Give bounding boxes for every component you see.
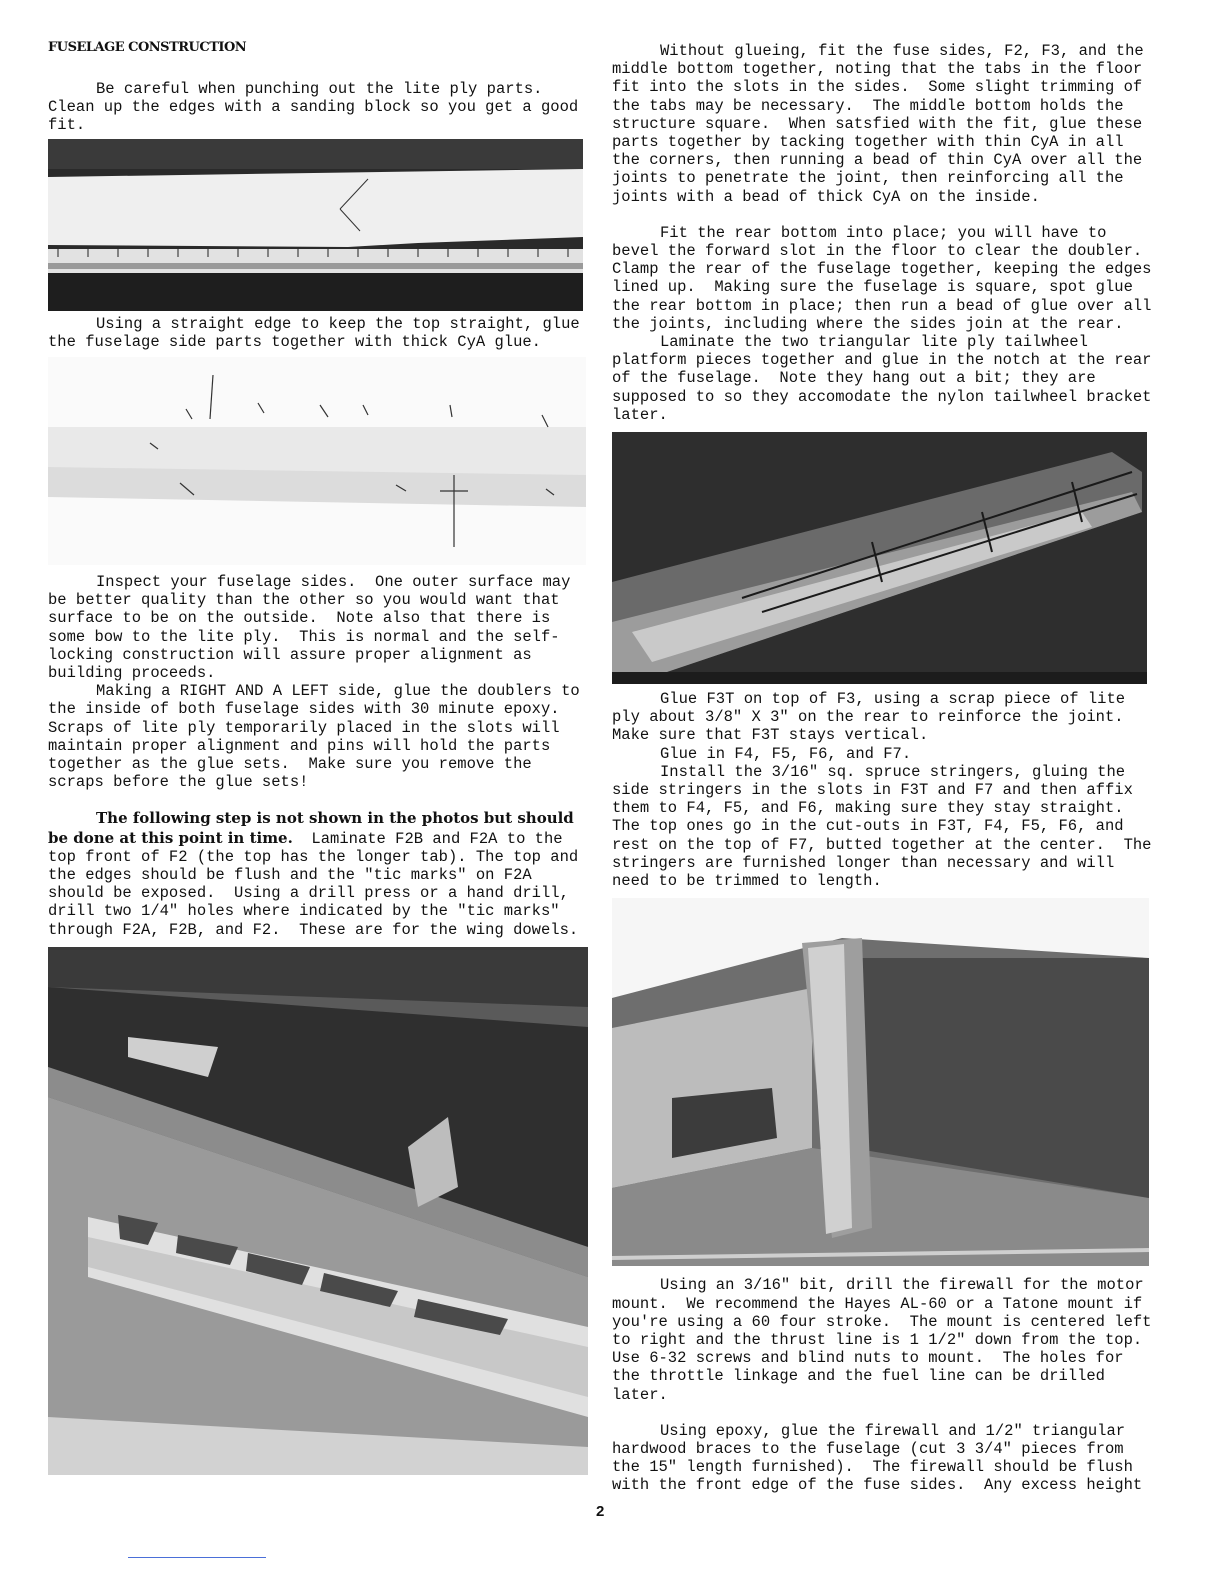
photo-fuselage-stringers <box>612 432 1147 684</box>
right-paragraph-2: Fit the rear bottom into place; you will have to bevel the forward slot in the floor to clear the doubler. Clamp the rear of the fuselage together, keeping the edges lined up. Making sure the fuselage is square, spot glue the rear bottom in place; then run a bead of glue over all the joints, including where the sides join at the rear. <box>612 223 1161 333</box>
right-paragraph-5: Glue in F4, F5, F6, and F7. <box>660 744 912 763</box>
photo-fuselage-interior-left <box>48 947 588 1475</box>
left-paragraph-3: Making a RIGHT AND A LEFT side, glue the doublers to the inside of both fuselage sides with 30 minute epoxy. Scraps of lite ply temporarily placed in the slots will maintain proper alignment and pins will hold the parts together as the glue sets. Make sure you remove the scraps before the glue sets! <box>48 682 589 792</box>
photo-fuselage-side-ruler <box>48 139 583 311</box>
right-paragraph-4: Glue F3T on top of F3, using a scrap piece of lite ply about 3/8" X 3" on the rear to reinforce the joint. Make sure that F3T stays vertical. <box>612 690 1135 745</box>
left-column <box>48 80 588 1475</box>
note-rest: Laminate F2B and F2A to the top front of F2 (the top has the longer tab). The top and the edges should be flush and the "tic marks" on F2A should be exposed. Using a drill press or a hand drill, drill two 1/4" holes where indicated by the "tic marks" through F2A, F2B, and F2. These are for the wing dowels. <box>48 829 588 939</box>
left-paragraph-1: Be careful when punching out the lite ply parts. Clean up the edges with a sanding block so you get a good fit. <box>48 80 588 135</box>
footnote-rule <box>128 1557 266 1558</box>
heading <box>48 40 588 77</box>
right-paragraph-6: Install the 3/16" sq. spruce stringers, gluing the side stringers in the slots in F3T and F7 and then affix them to F4, F5, and F6, making sure they stay straight. The top ones go in the cut-outs in F3T, F4, F5, F6, and rest on the top of F7, butted together at the center. The stringers are furnished longer than necessary and will need to be trimmed to length. <box>612 762 1161 891</box>
right-paragraph-8: Using epoxy, glue the firewall and 1/2" triangular hardwood braces to the fuselage (cut 3 3/4" pieces from the 15" length furnished). The firewall should be flush with the front edge of the fuse sides. Any excess height <box>612 1421 1143 1495</box>
photo-fuselage-front-former <box>612 898 1149 1266</box>
section-heading: FUSELAGE CONSTRUCTION <box>48 40 247 55</box>
right-column <box>612 42 1161 1495</box>
right-paragraph-3: Laminate the two triangular lite ply tailwheel platform pieces together and glue in the notch at the rear of the fuselage. Note they hang out a bit; they are supposed to so they accomodate the nylon tailwheel bracket later. <box>612 333 1161 424</box>
left-paragraph-2: Inspect your fuselage sides. One outer surface may be better quality than the other so you would want that surface to be on the outside. Note also that there is some bow to the lite ply. This is normal and the self-locking construction will assure proper alignment as building proceeds. <box>48 573 580 683</box>
note-bold-lead: The following step is not shown in the photos but should be done at this point in time. <box>48 809 580 847</box>
caption-straight-edge: Using a straight edge to keep the top straight, glue the fuselage side parts together with thick CyA glue. <box>48 314 589 351</box>
photo-fuselage-sides-pinned <box>48 357 586 565</box>
right-paragraph-7: Using an 3/16" bit, drill the firewall for the motor mount. We recommend the Hayes AL-60 or a Tatone mount if you're using a 60 four stroke. The mount is centered left to right and the thrust line is 1 1/2" down from the top. Use 6-32 screws and blind nuts to mount. The holes for the throttle linkage and the fuel line can be drilled later. <box>612 1276 1161 1404</box>
page-number: 2 <box>596 1503 605 1520</box>
right-paragraph-1: Without glueing, fit the fuse sides, F2, F3, and the middle bottom together, noting that the tabs in the floor fit into the slots in the sides. Some slight trimming of the tabs may be necessary. The middle bottom holds the structure square. When satsfied with the fit, glue these parts together by tacking together with thin CyA in all the corners, then running a bead of thin CyA over all the joints to penetrate the joint, then reinforcing all the joints with a bead of thick CyA on the inside. <box>612 42 1153 206</box>
left-paragraph-4 <box>48 809 588 938</box>
